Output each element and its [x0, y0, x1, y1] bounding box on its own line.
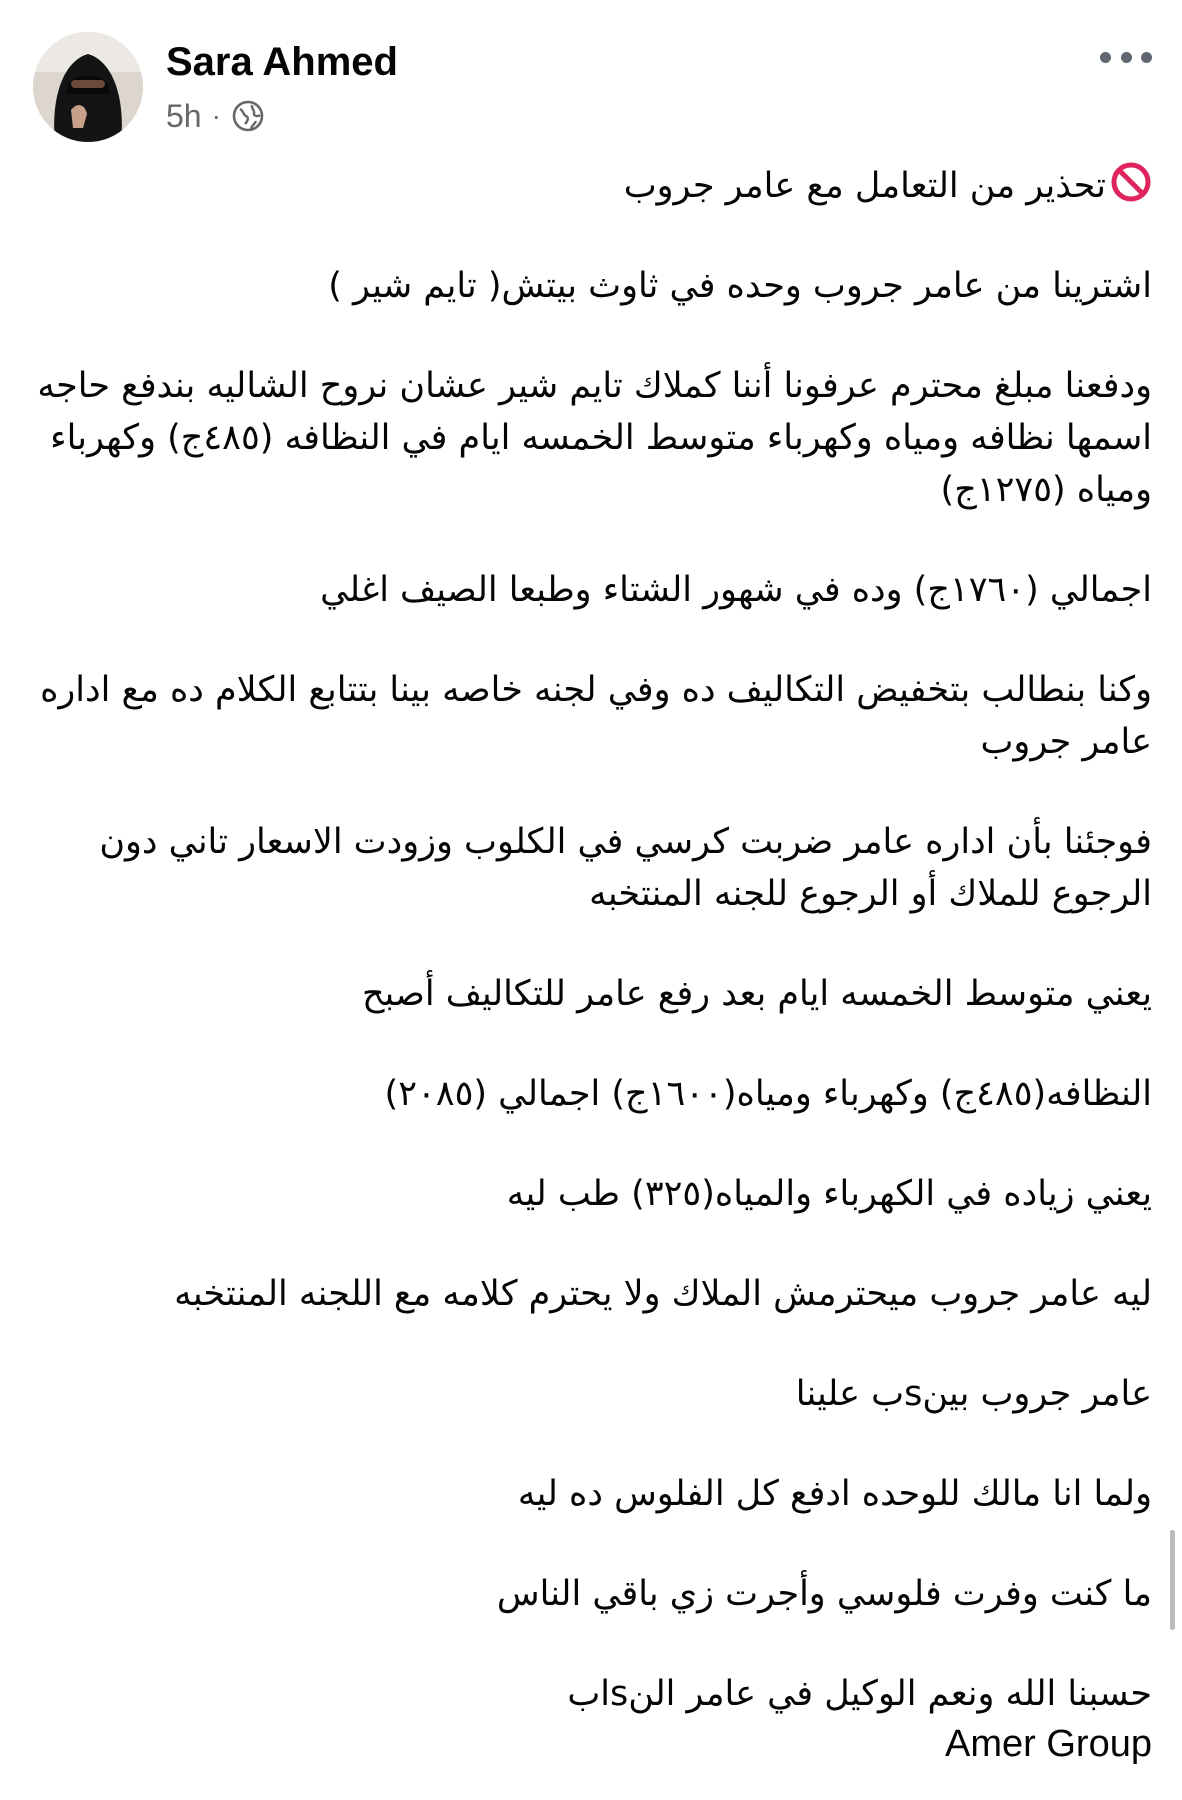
avatar-image	[33, 32, 143, 142]
avatar[interactable]	[33, 32, 143, 142]
post-meta	[166, 96, 265, 136]
post-paragraph: اجمالي (١٧٦٠ج) وده في شهور الشتاء وطبعا الصيف اغلي	[320, 570, 1152, 610]
post-body	[30, 160, 1152, 1766]
post-paragraph: يعني زياده في الكهرباء والمياه(٣٢٥) طب ليه	[506, 1174, 1152, 1214]
post-paragraph: فوجئنا بأن اداره عامر ضربت كرسي في الكلوب وزودت الاسعار تاني دون الرجوع للملاك أو الرجوع للجنه المنتخبه	[99, 822, 1152, 914]
post-paragraph: يعني متوسط الخمسه ايام بعد رفع عامر للتكاليف أصبح	[361, 974, 1152, 1014]
post-paragraph: النظافه(٤٨٥ج) وكهرباء ومياه(١٦٠٠ج) اجمالي (٢٠٨٥)	[384, 1074, 1152, 1114]
post-paragraph: اشترينا من عامر جروب وحده في ثاوث بيتش( تايم شير )	[328, 266, 1152, 306]
more-options-button[interactable]	[1100, 44, 1152, 70]
post-header	[0, 0, 1182, 150]
post-paragraph: ودفعنا مبلغ محترم عرفونا أننا كملاك تايم شير عشان نروح الشاليه بندفع حاجه اسمها نظافه ومياه وكهرباء متوسط الخمسه ايام في النظافه (٤٨٥ج) وكهرباء ومياه (١٢٧٥ج)	[37, 366, 1152, 510]
author-name[interactable]: Sara Ahmed	[166, 40, 398, 84]
post-paragraph-warning	[30, 160, 1152, 212]
meta-separator: ·	[211, 100, 221, 131]
post-time[interactable]: 5h	[166, 97, 202, 134]
post-footer-line: Amer Group	[945, 1723, 1152, 1765]
post-paragraph: ولما انا مالك للوحده ادفع كل الفلوس ده ليه	[517, 1474, 1152, 1514]
post-paragraph: وكنا بنطالب بتخفيض التكاليف ده وفي لجنه خاصه بينا بتتابع الكلام ده مع اداره عامر جروب	[40, 670, 1152, 762]
scrollbar[interactable]	[1170, 1530, 1175, 1630]
post-paragraph: ليه عامر جروب ميحترمش الملاك ولا يحترم كلامه مع اللجنه المنتخبه	[174, 1274, 1152, 1314]
post-paragraph: ما كنت وفرت فلوسي وأجرت زي باقي الناس	[496, 1574, 1152, 1614]
globe-icon[interactable]	[231, 99, 265, 133]
post-paragraph: عامر جروب بينsب علينا	[795, 1374, 1152, 1414]
no-entry-icon	[1110, 161, 1152, 203]
warning-text: تحذير من التعامل مع عامر جروب	[623, 166, 1106, 206]
post-paragraph: حسبنا الله ونعم الوكيل في عامر النsاب	[567, 1674, 1152, 1714]
more-options-dot	[1100, 52, 1111, 63]
more-options-dot	[1121, 52, 1132, 63]
more-options-dot	[1141, 52, 1152, 63]
